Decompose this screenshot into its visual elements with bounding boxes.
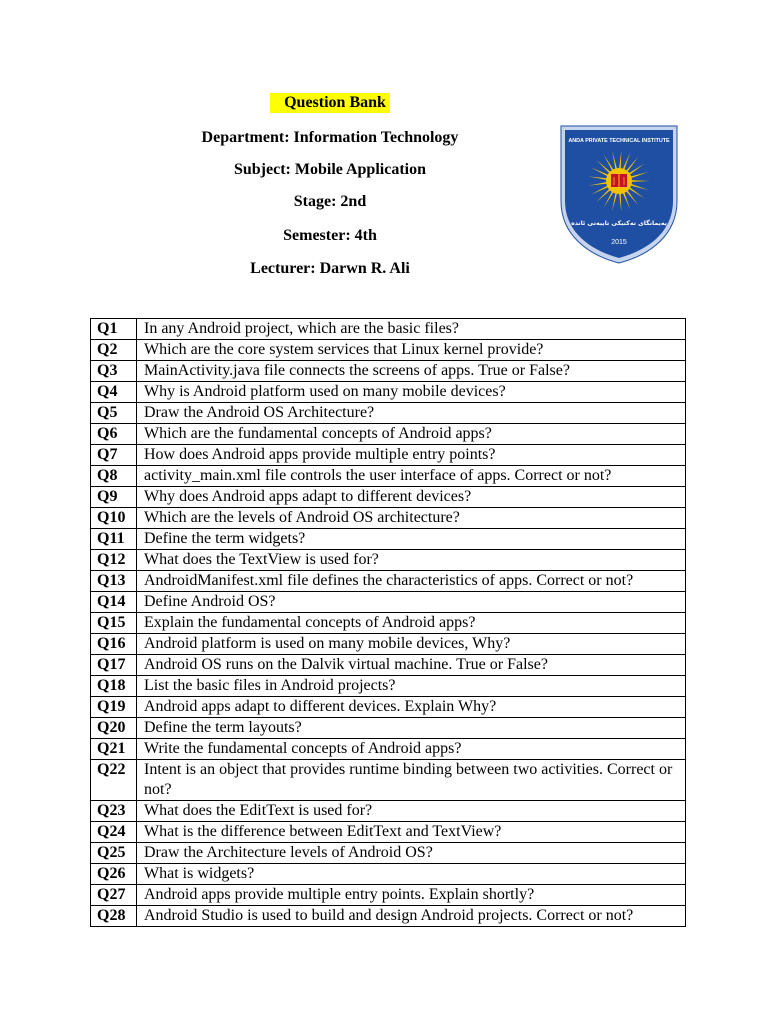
question-text: activity_main.xml file controls the user interface of apps. Correct or not? [137,466,686,487]
question-row [91,739,686,760]
question-text: In any Android project, which are the basic files? [137,319,686,340]
question-row [91,466,686,487]
question-text: Android platform is used on many mobile devices, Why? [137,634,686,655]
stage-line: Stage: 2nd [293,193,367,210]
question-number: Q18 [91,676,137,697]
question-number: Q5 [91,403,137,424]
question-text: MainActivity.java file connects the screens of apps. True or False? [137,361,686,382]
logo-bottom-text: پەیمانگای تەکنیکی تایبەتی ئاندە [571,220,667,227]
question-text: Intent is an object that provides runtime binding between two activities. Correct or not? [137,760,686,801]
question-number: Q23 [91,801,137,822]
question-row [91,445,686,466]
question-number: Q4 [91,382,137,403]
question-row [91,361,686,382]
question-text: Android OS runs on the Dalvik virtual machine. True or False? [137,655,686,676]
question-row [91,718,686,739]
question-table [90,318,686,927]
question-row [91,613,686,634]
question-number: Q11 [91,529,137,550]
question-number: Q20 [91,718,137,739]
question-number: Q13 [91,571,137,592]
question-row [91,697,686,718]
question-row [91,760,686,801]
question-text: Which are the core system services that Linux kernel provide? [137,340,686,361]
question-number: Q28 [91,906,137,927]
question-text: Which are the fundamental concepts of Android apps? [137,424,686,445]
question-row [91,676,686,697]
question-text: How does Android apps provide multiple entry points? [137,445,686,466]
question-number: Q12 [91,550,137,571]
question-row [91,508,686,529]
question-text: What does the TextView is used for? [137,550,686,571]
question-row [91,403,686,424]
question-row [91,529,686,550]
question-row [91,571,686,592]
semester-line: Semester: 4th [283,227,377,244]
question-number: Q21 [91,739,137,760]
question-text: What is widgets? [137,864,686,885]
question-number: Q2 [91,340,137,361]
question-row [91,592,686,613]
question-row [91,550,686,571]
question-text: Why is Android platform used on many mobile devices? [137,382,686,403]
question-row [91,801,686,822]
question-number: Q25 [91,843,137,864]
question-number: Q1 [91,319,137,340]
question-number: Q3 [91,361,137,382]
question-number: Q22 [91,760,137,801]
question-row [91,424,686,445]
question-text: Write the fundamental concepts of Android apps? [137,739,686,760]
question-row [91,864,686,885]
question-row [91,822,686,843]
institute-logo [558,123,680,265]
question-number: Q19 [91,697,137,718]
question-text: What is the difference between EditText and TextView? [137,822,686,843]
question-row [91,487,686,508]
question-row [91,634,686,655]
question-row [91,319,686,340]
question-text: Define the term widgets? [137,529,686,550]
question-text: List the basic files in Android projects? [137,676,686,697]
logo-year: 2015 [611,239,627,246]
title-wrap [0,93,660,113]
question-row [91,843,686,864]
question-row [91,340,686,361]
logo-top-text: ANDA PRIVATE TECHNICAL INSTITUTE [568,138,670,144]
question-text: Which are the levels of Android OS architecture? [137,508,686,529]
question-number: Q7 [91,445,137,466]
subject-line: Subject: Mobile Application [233,161,426,178]
question-row [91,655,686,676]
question-number: Q24 [91,822,137,843]
question-text: Android apps adapt to different devices. Explain Why? [137,697,686,718]
question-row [91,906,686,927]
question-text: Android apps provide multiple entry points. Explain shortly? [137,885,686,906]
question-number: Q10 [91,508,137,529]
page-title: Question Bank [270,93,390,113]
question-text: Draw the Android OS Architecture? [137,403,686,424]
question-text: Define Android OS? [137,592,686,613]
question-number: Q17 [91,655,137,676]
question-number: Q9 [91,487,137,508]
question-number: Q6 [91,424,137,445]
question-text: Define the term layouts? [137,718,686,739]
question-table-body [91,319,686,927]
question-number: Q14 [91,592,137,613]
question-text: Why does Android apps adapt to different devices? [137,487,686,508]
question-text: Explain the fundamental concepts of Android apps? [137,613,686,634]
question-number: Q16 [91,634,137,655]
lecturer-line: Lecturer: Darwn R. Ali [250,260,410,277]
question-number: Q26 [91,864,137,885]
question-number: Q8 [91,466,137,487]
question-row [91,382,686,403]
department-line: Department: Information Technology [201,129,459,146]
question-text: Android Studio is used to build and design Android projects. Correct or not? [137,906,686,927]
question-text: AndroidManifest.xml file defines the characteristics of apps. Correct or not? [137,571,686,592]
question-text: Draw the Architecture levels of Android OS? [137,843,686,864]
question-row [91,885,686,906]
question-number: Q27 [91,885,137,906]
question-number: Q15 [91,613,137,634]
question-text: What does the EditText is used for? [137,801,686,822]
